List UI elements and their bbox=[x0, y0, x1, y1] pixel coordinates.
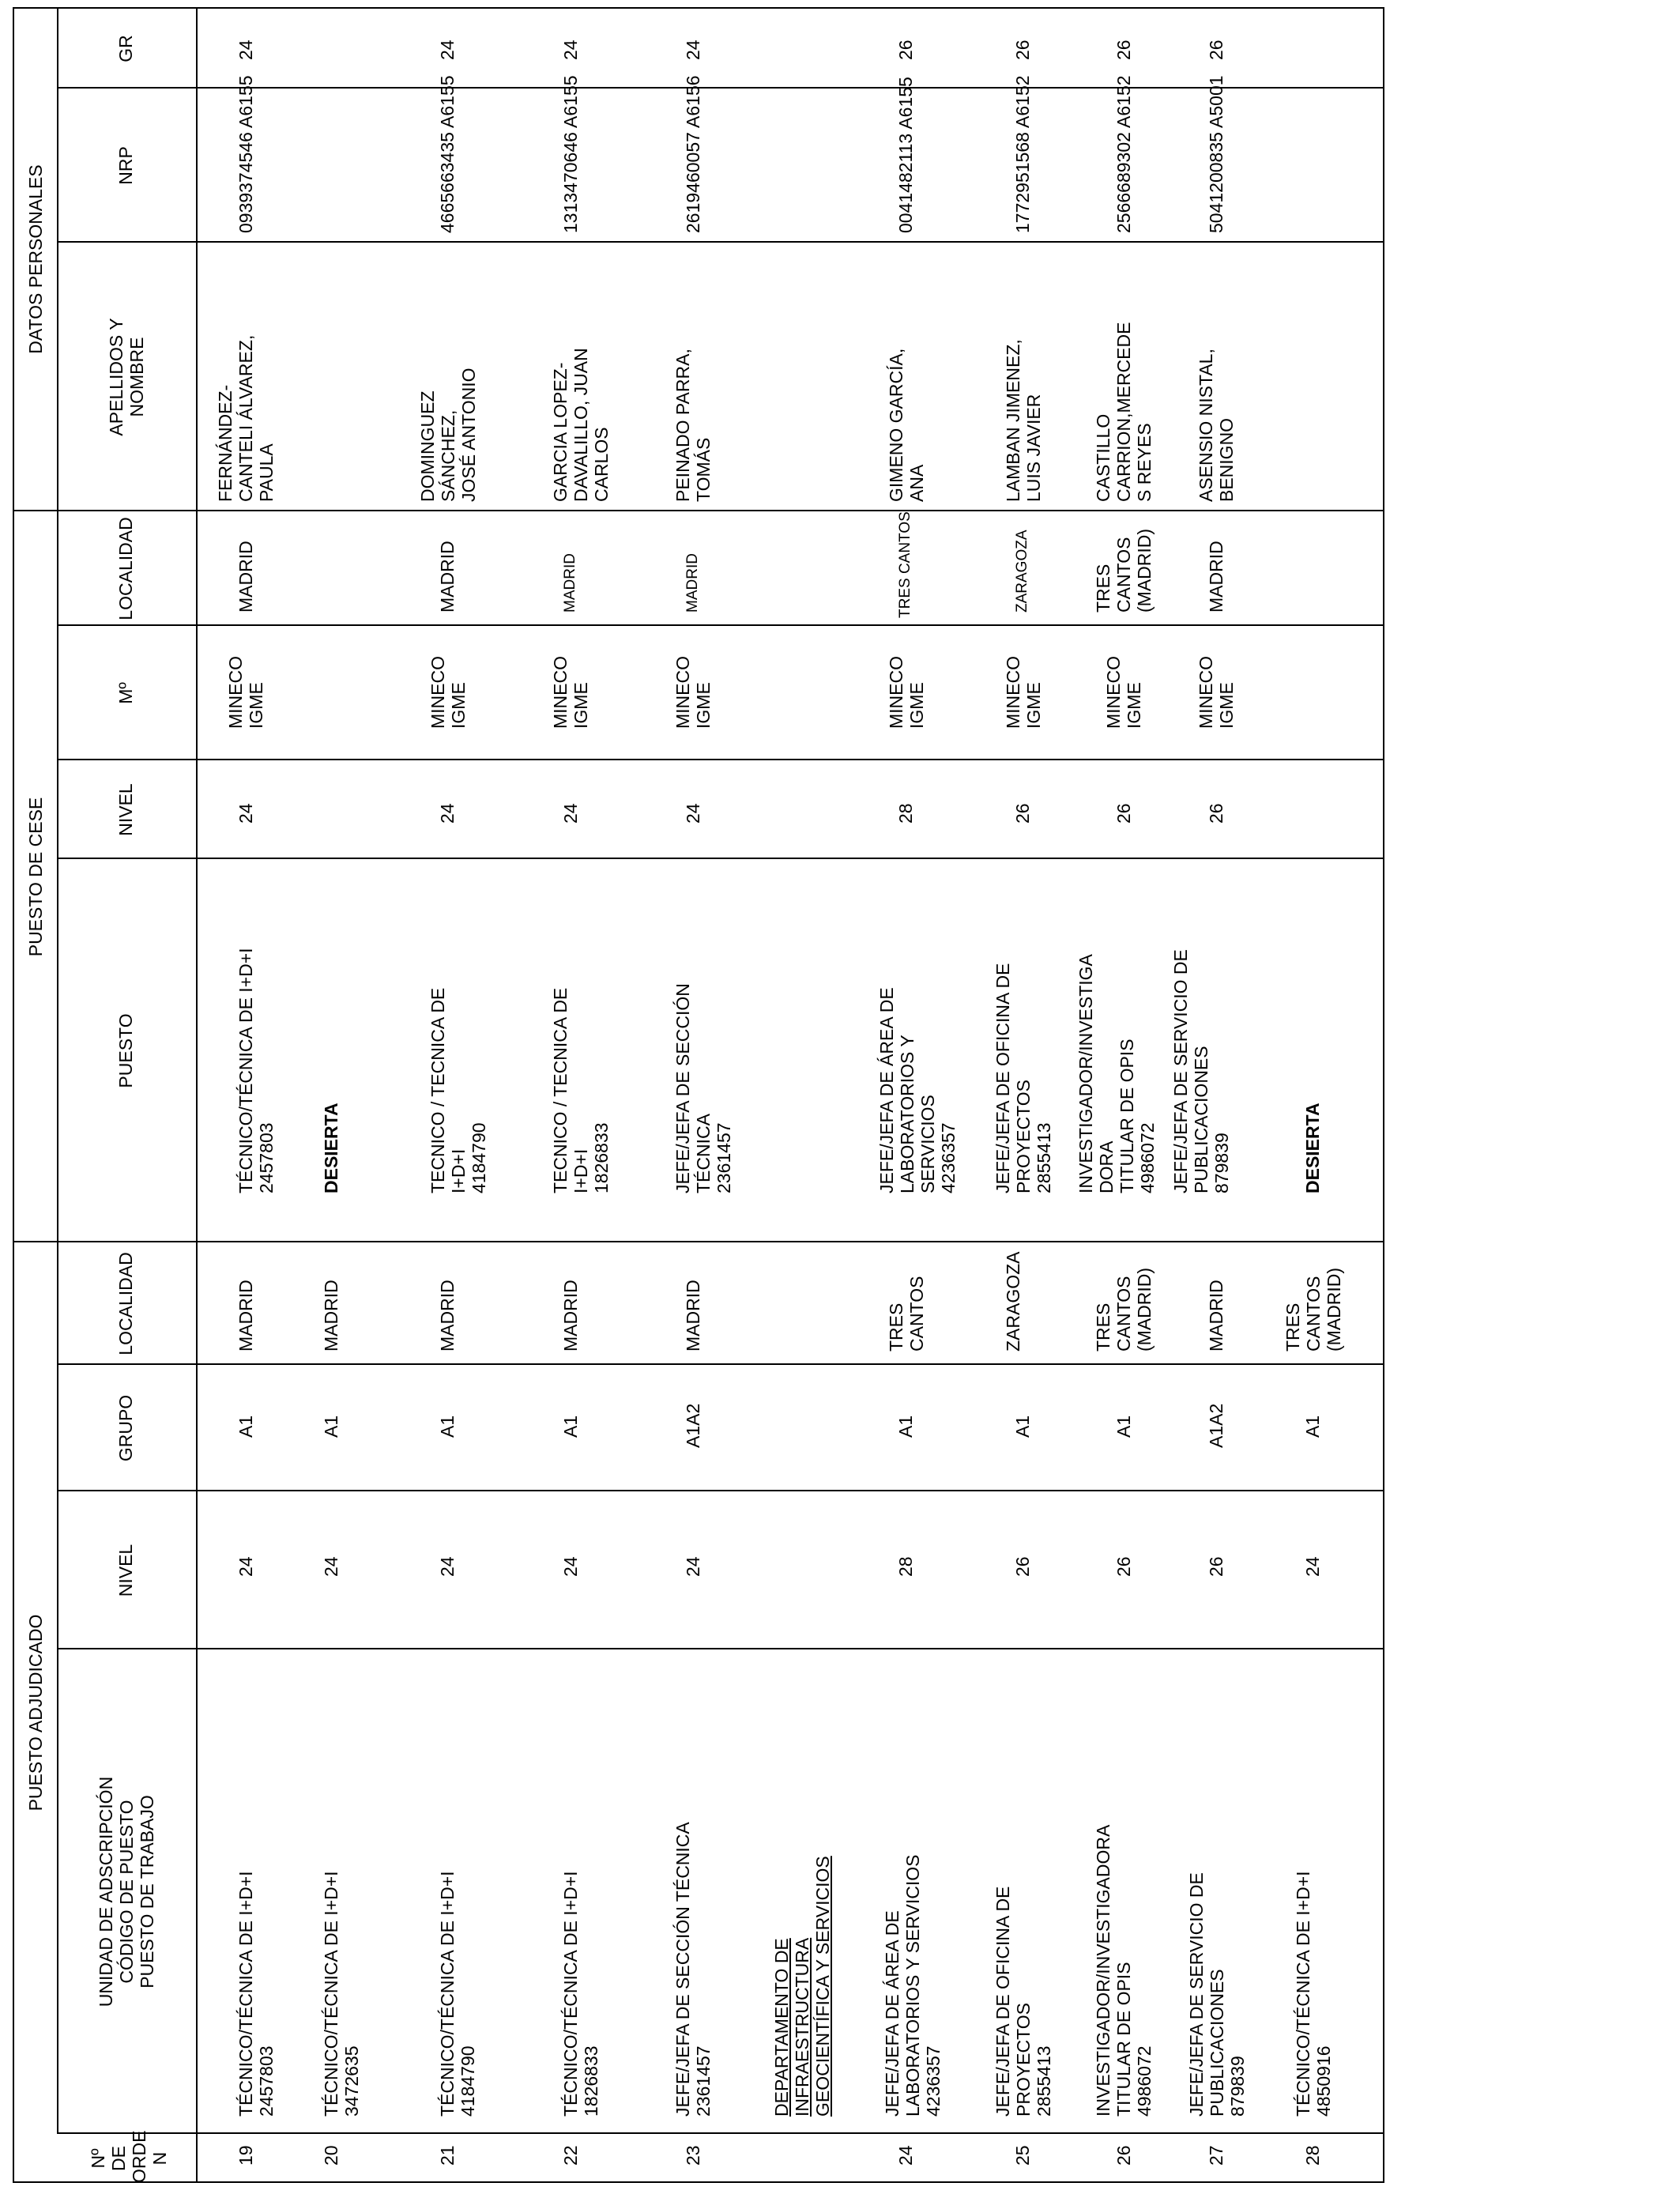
row-26-gr: 26 bbox=[1113, 40, 1134, 60]
col-header-orden: Nº DE ORDE N bbox=[88, 2130, 170, 2183]
row-23-gr: 24 bbox=[683, 40, 703, 60]
col-header-puesto: PUESTO bbox=[115, 1013, 136, 1088]
row-22-gr: 24 bbox=[560, 40, 581, 60]
row-23-nrp: 2619460057 A6156 bbox=[683, 75, 703, 233]
row-27-nrp: 5041200835 A5001 bbox=[1206, 75, 1226, 233]
row-24-nivel-cese: 28 bbox=[895, 803, 916, 824]
row-25-localidad: ZARAGOZA bbox=[1003, 1251, 1023, 1351]
row-28-grupo: A1 bbox=[1302, 1415, 1323, 1438]
row-21-grupo: A1 bbox=[437, 1415, 458, 1438]
row-25-puesto: JEFE/JEFA DE OFICINA DE PROYECTOS 2855413 bbox=[993, 963, 1054, 1193]
col-header-ministerio: Mº bbox=[115, 682, 136, 704]
row-23-localidad: MADRID bbox=[683, 1280, 703, 1351]
row-25-nrp: 1772951568 A6152 bbox=[1012, 75, 1033, 233]
row-22-puesto: TECNICO / TECNICA DE I+D+I 1826833 bbox=[550, 987, 612, 1193]
row-21-nrp: 4665663435 A6155 bbox=[437, 75, 458, 233]
row-19-nombre: FERNÁNDEZ- CANTELI ÁLVAREZ, PAULA bbox=[215, 334, 277, 502]
row-20-orden: 20 bbox=[321, 2145, 341, 2166]
row-19-ministerio: MINECO IGME bbox=[225, 656, 266, 729]
row-19-orden: 19 bbox=[235, 2145, 256, 2166]
row-26-nombre: CASTILLO CARRION,MERCEDE S REYES bbox=[1093, 322, 1155, 502]
row-22-grupo: A1 bbox=[560, 1415, 581, 1438]
row-22-nombre: GARCIA LOPEZ- DAVALILLO, JUAN CARLOS bbox=[550, 348, 612, 502]
col-divider bbox=[57, 858, 1384, 859]
col-header-localidad: LOCALIDAD bbox=[115, 1252, 136, 1355]
row-27-unidad: JEFE/JEFA DE SERVICIO DE PUBLICACIONES 879839 bbox=[1186, 1872, 1248, 2117]
department-heading: DEPARTAMENTO DE INFRAESTRUCTURA GEOCIENTÍFICA Y SERVICIOS bbox=[771, 1856, 833, 2117]
row-28-puesto: DESIERTA bbox=[1302, 1103, 1323, 1193]
row-27-orden: 27 bbox=[1206, 2145, 1226, 2166]
row-26-localidad-cese: TRES CANTOS (MADRID) bbox=[1093, 528, 1155, 613]
row-23-unidad: JEFE/JEFA DE SECCIÓN TÉCNICA 2361457 bbox=[672, 1822, 714, 2117]
row-21-ministerio: MINECO IGME bbox=[428, 656, 469, 729]
row-23-localidad-cese: MADRID bbox=[684, 553, 701, 613]
resolution-table bbox=[13, 7, 1384, 2183]
col-divider bbox=[57, 759, 1384, 760]
col-divider bbox=[57, 2132, 1384, 2134]
row-25-grupo: A1 bbox=[1012, 1415, 1033, 1438]
row-28-orden: 28 bbox=[1302, 2145, 1323, 2166]
row-27-localidad-cese: MADRID bbox=[1206, 541, 1226, 613]
column-header-divider bbox=[196, 7, 198, 2183]
row-26-nivel-cese: 26 bbox=[1113, 803, 1134, 824]
row-23-grupo: A1A2 bbox=[683, 1403, 703, 1448]
row-21-gr: 24 bbox=[437, 40, 458, 60]
row-25-unidad: JEFE/JEFA DE OFICINA DE PROYECTOS 2855413 bbox=[993, 1886, 1054, 2117]
col-divider bbox=[57, 1490, 1384, 1491]
row-22-ministerio: MINECO IGME bbox=[550, 656, 591, 729]
row-20-grupo: A1 bbox=[321, 1415, 341, 1438]
col-header-nivel-cese: NIVEL bbox=[115, 783, 136, 836]
row-19-gr: 24 bbox=[235, 40, 256, 60]
row-25-nombre: LAMBAN JIMENEZ, LUIS JAVIER bbox=[1003, 339, 1044, 502]
row-22-localidad: MADRID bbox=[560, 1280, 581, 1351]
row-19-nrp: 0939374546 A6155 bbox=[235, 75, 256, 233]
section-header-personales: DATOS PERSONALES bbox=[25, 164, 46, 354]
row-19-puesto: TÉCNICO/TÉCNICA DE I+D+I 2457803 bbox=[235, 948, 277, 1193]
row-22-nivel-cese: 24 bbox=[560, 803, 581, 824]
row-27-ministerio: MINECO IGME bbox=[1196, 656, 1237, 729]
col-header-unidad: UNIDAD DE ADSCRIPCIÓN CÓDIGO DE PUESTO PUESTO DE TRABAJO bbox=[96, 1776, 157, 2007]
row-19-grupo: A1 bbox=[235, 1415, 256, 1438]
row-21-nivel-cese: 24 bbox=[437, 803, 458, 824]
row-26-unidad: INVESTIGADOR/INVESTIGADORA TITULAR DE OPIS 4986072 bbox=[1093, 1824, 1155, 2117]
row-23-ministerio: MINECO IGME bbox=[672, 656, 714, 729]
col-divider bbox=[57, 1363, 1384, 1365]
col-header-nrp: NRP bbox=[115, 146, 136, 185]
row-25-ministerio: MINECO IGME bbox=[1003, 656, 1044, 729]
row-25-localidad-cese: ZARAGOZA bbox=[1014, 530, 1030, 613]
row-19-unidad: TÉCNICO/TÉCNICA DE I+D+I 2457803 bbox=[235, 1871, 277, 2117]
row-26-nrp: 2566689302 A6152 bbox=[1113, 75, 1134, 233]
row-24-grupo: A1 bbox=[895, 1415, 916, 1438]
row-26-nivel: 26 bbox=[1113, 1556, 1134, 1577]
section-header-adjudicado: PUESTO ADJUDICADO bbox=[25, 1614, 46, 1811]
row-24-unidad: JEFE/JEFA DE ÁREA DE LABORATORIOS Y SERVICIOS 4236357 bbox=[882, 1854, 944, 2117]
row-22-orden: 22 bbox=[560, 2145, 581, 2166]
row-23-nivel: 24 bbox=[683, 1556, 703, 1577]
row-22-unidad: TÉCNICO/TÉCNICA DE I+D+I 1826833 bbox=[560, 1871, 601, 2117]
table-border-left bbox=[13, 2181, 1384, 2183]
row-24-orden: 24 bbox=[895, 2145, 916, 2166]
row-20-unidad: TÉCNICO/TÉCNICA DE I+D+I 3472635 bbox=[321, 1871, 362, 2117]
row-23-orden: 23 bbox=[683, 2145, 703, 2166]
row-21-localidad-cese: MADRID bbox=[437, 541, 458, 613]
row-27-nombre: ASENSIO NISTAL, BENIGNO bbox=[1196, 349, 1237, 502]
row-20-localidad: MADRID bbox=[321, 1280, 341, 1351]
row-27-nivel-cese: 26 bbox=[1206, 803, 1226, 824]
row-24-ministerio: MINECO IGME bbox=[886, 656, 927, 729]
row-24-nombre: GIMENO GARCÍA, ANA bbox=[886, 348, 927, 502]
col-header-grupo: GRUPO bbox=[115, 1394, 136, 1462]
row-24-puesto: JEFE/JEFA DE ÁREA DE LABORATORIOS Y SERVICIOS 4236357 bbox=[876, 987, 959, 1193]
col-header-localidad-cese: LOCALIDAD bbox=[115, 517, 136, 620]
row-26-ministerio: MINECO IGME bbox=[1103, 656, 1144, 729]
col-divider bbox=[57, 87, 1384, 89]
row-26-localidad: TRES CANTOS (MADRID) bbox=[1093, 1267, 1155, 1351]
row-19-localidad-cese: MADRID bbox=[235, 541, 256, 613]
section-header-divider bbox=[57, 7, 58, 2134]
row-21-unidad: TÉCNICO/TÉCNICA DE I+D+I 4184790 bbox=[437, 1871, 478, 2117]
section-header-cese: PUESTO DE CESE bbox=[25, 797, 46, 957]
row-25-gr: 26 bbox=[1012, 40, 1033, 60]
row-23-puesto: JEFE/JEFA DE SECCIÓN TÉCNICA 2361457 bbox=[672, 983, 734, 1193]
row-28-localidad: TRES CANTOS (MADRID) bbox=[1283, 1267, 1344, 1351]
row-27-grupo: A1A2 bbox=[1206, 1403, 1226, 1448]
row-27-nivel: 26 bbox=[1206, 1556, 1226, 1577]
row-24-gr: 26 bbox=[895, 40, 916, 60]
row-24-localidad: TRES CANTOS bbox=[886, 1276, 927, 1351]
col-divider bbox=[57, 241, 1384, 243]
row-21-orden: 21 bbox=[437, 2145, 458, 2166]
row-23-nivel-cese: 24 bbox=[683, 803, 703, 824]
row-21-nombre: DOMINGUEZ SÁNCHEZ, JOSÉ ANTONIO bbox=[417, 368, 479, 502]
row-20-puesto: DESIERTA bbox=[321, 1103, 341, 1193]
col-header-gr: GR bbox=[115, 35, 136, 62]
row-28-nivel: 24 bbox=[1302, 1556, 1323, 1577]
row-26-puesto: INVESTIGADOR/INVESTIGA DORA TITULAR DE OPIS 4986072 bbox=[1075, 954, 1158, 1193]
section-divider bbox=[13, 1241, 1384, 1242]
row-19-localidad: MADRID bbox=[235, 1280, 256, 1351]
row-27-puesto: JEFE/JEFA DE SERVICIO DE PUBLICACIONES 879839 bbox=[1170, 949, 1232, 1193]
table-border-right bbox=[13, 7, 1384, 9]
col-divider bbox=[57, 624, 1384, 626]
row-21-puesto: TECNICO / TECNICA DE I+D+I 4184790 bbox=[428, 987, 489, 1193]
row-25-orden: 25 bbox=[1012, 2145, 1033, 2166]
table-border-bottom bbox=[1383, 7, 1384, 2183]
row-21-localidad: MADRID bbox=[437, 1280, 458, 1351]
row-24-localidad-cese: TRES CANTOS bbox=[897, 511, 913, 618]
row-27-localidad: MADRID bbox=[1206, 1280, 1226, 1351]
row-28-unidad: TÉCNICO/TÉCNICA DE I+D+I 4850916 bbox=[1293, 1871, 1334, 2117]
row-26-orden: 26 bbox=[1113, 2145, 1134, 2166]
row-24-nivel: 28 bbox=[895, 1556, 916, 1577]
col-divider bbox=[57, 1648, 1384, 1649]
row-22-localidad-cese: MADRID bbox=[562, 553, 578, 613]
row-27-gr: 26 bbox=[1206, 40, 1226, 60]
row-19-nivel-cese: 24 bbox=[235, 803, 256, 824]
row-25-nivel: 26 bbox=[1012, 1556, 1033, 1577]
row-24-nrp: 0041482113 A6155 bbox=[895, 77, 916, 233]
col-header-nivel: NIVEL bbox=[115, 1544, 136, 1597]
row-22-nrp: 1313470646 A6155 bbox=[560, 75, 581, 233]
row-19-nivel: 24 bbox=[235, 1556, 256, 1577]
section-divider bbox=[13, 510, 1384, 511]
row-25-nivel-cese: 26 bbox=[1012, 803, 1033, 824]
row-26-grupo: A1 bbox=[1113, 1415, 1134, 1438]
row-21-nivel: 24 bbox=[437, 1556, 458, 1577]
row-20-nivel: 24 bbox=[321, 1556, 341, 1577]
col-header-apellidos: APELLIDOS Y NOMBRE bbox=[106, 318, 147, 436]
row-22-nivel: 24 bbox=[560, 1556, 581, 1577]
row-23-nombre: PEINADO PARRA, TOMÁS bbox=[672, 349, 714, 502]
table-border-top bbox=[13, 7, 14, 2183]
